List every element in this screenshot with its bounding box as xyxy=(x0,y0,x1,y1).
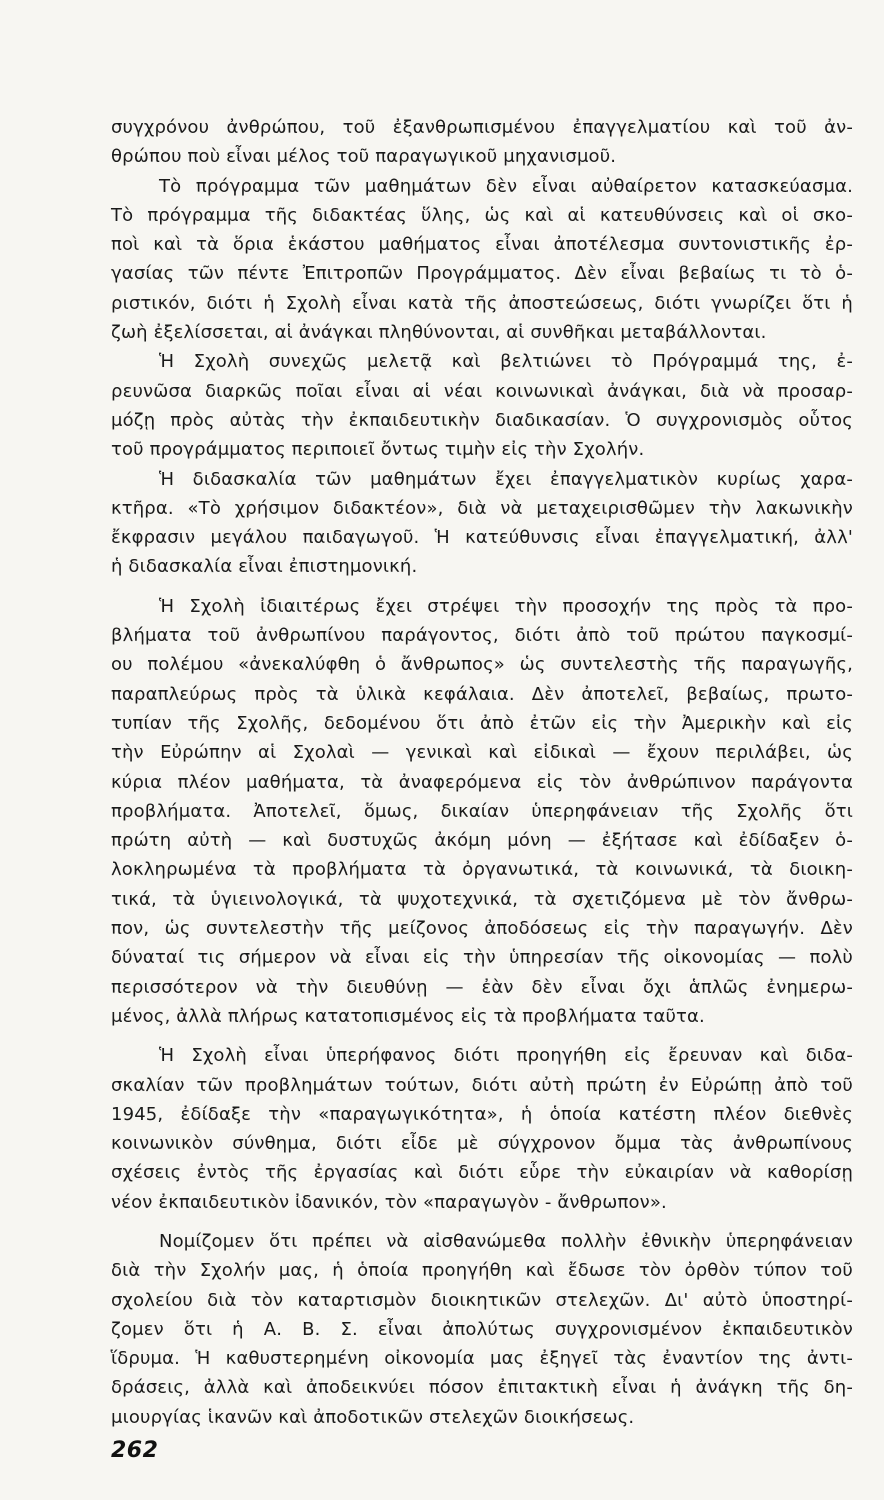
text-line: μιουργίας ἱκανῶν καὶ ἀποδοτικῶν στελεχῶν διοικήσεως. xyxy=(111,1406,635,1428)
text-line: κτῆρα. «Τὸ χρήσιμον διδακτέον», διὰ νὰ μεταχειρισθῶμεν τὴν λακωνικὴν xyxy=(111,497,853,519)
text-line: Νομίζομεν ὅτι πρέπει νὰ αἰσθανώμεθα πολλὴν ἐθνικὴν ὑπερηφάνειαν xyxy=(159,1230,853,1252)
text-line: θρώπου ποὺ εἶναι μέλος τοῦ παραγωγικοῦ μηχανισμοῦ. xyxy=(111,146,617,168)
paragraph xyxy=(111,1227,853,1432)
text-line: τὴν Εὐρώπην αἱ Σχολαὶ — γενικαὶ καὶ εἰδικαὶ — ἔχουν περιλάβει, ὡς xyxy=(111,742,853,764)
text-line: πρώτη αὐτὴ — καὶ δυστυχῶς ἀκόμη μόνη — ἐξήτασε καὶ ἐδίδαξεν ὁ- xyxy=(111,830,853,852)
paragraph-gap xyxy=(111,1217,853,1227)
paragraph xyxy=(111,347,853,464)
paragraph-gap xyxy=(111,582,853,592)
paragraph xyxy=(111,465,853,582)
paragraph xyxy=(111,1041,853,1217)
text-line: Ἡ Σχολὴ συνεχῶς μελετᾷ καὶ βελτιώνει τὸ Πρόγραμμά της, ἐ- xyxy=(159,351,853,373)
paragraph xyxy=(111,592,853,1031)
text-line: διὰ τὴν Σχολήν μας, ἡ ὁποία προηγήθη καὶ ἔδωσε τὸν ὀρθὸν τύπον τοῦ xyxy=(111,1260,853,1282)
text-line: δύναταί τις σήμερον νὰ εἶναι εἰς τὴν ὑπηρεσίαν τῆς οἰκονομίας — πολὺ xyxy=(111,947,853,969)
text-line: σκαλίαν τῶν προβλημάτων τούτων, διότι αὐτὴ πρώτη ἐν Εὐρώπῃ ἀπὸ τοῦ xyxy=(111,1074,853,1096)
text-line: κύρια πλέον μαθήματα, τὰ ἀναφερόμενα εἰς τὸν ἀνθρώπινον παράγοντα xyxy=(111,771,853,793)
text-line: δράσεις, ἀλλὰ καὶ ἀποδεικνύει πόσον ἐπιτακτικὴ εἶναι ἡ ἀνάγκη τῆς δη- xyxy=(111,1377,853,1399)
text-line: προβλήματα. Ἀποτελεῖ, ὅμως, δικαίαν ὑπερηφάνειαν τῆς Σχολῆς ὅτι xyxy=(111,800,853,822)
text-line: Τὸ πρόγραμμα τῶν μαθημάτων δὲν εἶναι αὐθαίρετον κατασκεύασμα. xyxy=(159,175,853,197)
text-line: ου πολέμου «ἀνεκαλύφθη ὁ ἄνθρωπος» ὡς συντελεστὴς τῆς παραγωγῆς, xyxy=(111,654,853,676)
text-line: τοῦ προγράμματος περιποιεῖ ὄντως τιμὴν εἰς τὴν Σχολήν. xyxy=(111,439,645,461)
text-line: ρευνῶσα διαρκῶς ποῖαι εἶναι αἱ νέαι κοινωνικαὶ ἀνάγκαι, διὰ νὰ προσαρ- xyxy=(111,380,853,402)
text-line: πον, ὡς συντελεστὴν τῆς μείζονος ἀποδόσεως εἰς τὴν παραγωγήν. Δὲν xyxy=(111,918,853,940)
text-line: ριστικόν, διότι ἡ Σχολὴ εἶναι κατὰ τῆς ἀποστεώσεως, διότι γνωρίζει ὅτι ἡ xyxy=(111,292,853,314)
text-line: παραπλεύρως πρὸς τὰ ὑλικὰ κεφάλαια. Δὲν ἀποτελεῖ, βεβαίως, πρωτο- xyxy=(111,683,853,705)
text-line: βλήματα τοῦ ἀνθρωπίνου παράγοντος, διότι ἀπὸ τοῦ πρώτου παγκοσμί- xyxy=(111,625,853,647)
text-line: γασίας τῶν πέντε Ἐπιτροπῶν Προγράμματος. Δὲν εἶναι βεβαίως τι τὸ ὁ- xyxy=(111,263,853,285)
text-line: ζωὴ ἐξελίσσεται, αἱ ἀνάγκαι πληθύνονται, αἱ συνθῆκαι μεταβάλλονται. xyxy=(111,322,767,344)
page-number: 262 xyxy=(111,1438,159,1463)
text-line: Ἡ διδασκαλία τῶν μαθημάτων ἔχει ἐπαγγελματικὸν κυρίως χαρα- xyxy=(159,468,853,490)
text-line: σχέσεις ἐντὸς τῆς ἐργασίας καὶ διότι εὗρε τὴν εὐκαιρίαν νὰ καθορίσῃ xyxy=(111,1162,853,1184)
text-line: νέον ἐκπαιδευτικὸν ἰδανικόν, τὸν «παραγωγὸν - ἄνθρωπον». xyxy=(111,1191,667,1213)
text-line: ἵδρυμα. Ἡ καθυστερημένη οἰκονομία μας ἐξηγεῖ τὰς ἐναντίον της ἀντι- xyxy=(111,1348,853,1370)
body-text xyxy=(111,113,853,1432)
text-line: ἔκφρασιν μεγάλου παιδαγωγοῦ. Ἡ κατεύθυνσις εἶναι ἐπαγγελματική, ἀλλ' xyxy=(111,527,853,549)
text-line: τικά, τὰ ὑγιεινολογικά, τὰ ψυχοτεχνικά, τὰ σχετιζόμενα μὲ τὸν ἄνθρω- xyxy=(111,888,853,910)
text-line: Τὸ πρόγραμμα τῆς διδακτέας ὕλης, ὡς καὶ αἱ κατευθύνσεις καὶ οἱ σκο- xyxy=(111,204,853,226)
paragraph xyxy=(111,113,853,172)
text-line: μένος, ἀλλὰ πλήρως κατατοπισμένος εἰς τὰ προβλήματα ταῦτα. xyxy=(111,1005,705,1027)
text-line: ζομεν ὅτι ἡ Α. Β. Σ. εἶναι ἀπολύτως συγχρονισμένον ἐκπαιδευτικὸν xyxy=(111,1318,853,1340)
text-line: συγχρόνου ἀνθρώπου, τοῦ ἐξανθρωπισμένου ἐπαγγελματίου καὶ τοῦ ἀν- xyxy=(111,117,853,138)
paragraph-gap xyxy=(111,1031,853,1041)
text-line: ἡ διδασκαλία εἶναι ἐπιστημονική. xyxy=(111,556,418,578)
text-line: περισσότερον νὰ τὴν διευθύνῃ — ἐὰν δὲν εἶναι ὄχι ἁπλῶς ἐνημερω- xyxy=(111,976,853,998)
text-line: ποὶ καὶ τὰ ὅρια ἑκάστου μαθήματος εἶναι ἀποτέλεσμα συντονιστικῆς ἐρ- xyxy=(111,234,853,256)
text-line: Ἡ Σχολὴ εἶναι ὑπερήφανος διότι προηγήθη εἰς ἔρευναν καὶ διδα- xyxy=(159,1045,853,1067)
text-line: τυπίαν τῆς Σχολῆς, δεδομένου ὅτι ἀπὸ ἐτῶν εἰς τὴν Ἀμερικὴν καὶ εἰς xyxy=(111,712,853,734)
text-line: λοκληρωμένα τὰ προβλήματα τὰ ὀργανωτικά, τὰ κοινωνικά, τὰ διοικη- xyxy=(111,859,853,881)
paragraph xyxy=(111,172,853,348)
text-line: κοινωνικὸν σύνθημα, διότι εἶδε μὲ σύγχρονον ὄμμα τὰς ἀνθρωπίνους xyxy=(111,1133,853,1155)
text-line: 1945, ἐδίδαξε τὴν «παραγωγικότητα», ἡ ὁποία κατέστη πλέον διεθνὲς xyxy=(111,1103,853,1125)
text-line: μόζῃ πρὸς αὐτὰς τὴν ἐκπαιδευτικὴν διαδικασίαν. Ὁ συγχρονισμὸς οὗτος xyxy=(111,409,853,431)
text-line: Ἡ Σχολὴ ἰδιαιτέρως ἔχει στρέψει τὴν προσοχήν της πρὸς τὰ προ- xyxy=(159,595,853,617)
text-line: σχολείου διὰ τὸν καταρτισμὸν διοικητικῶν στελεχῶν. Δι' αὐτὸ ὑποστηρί- xyxy=(111,1289,853,1311)
